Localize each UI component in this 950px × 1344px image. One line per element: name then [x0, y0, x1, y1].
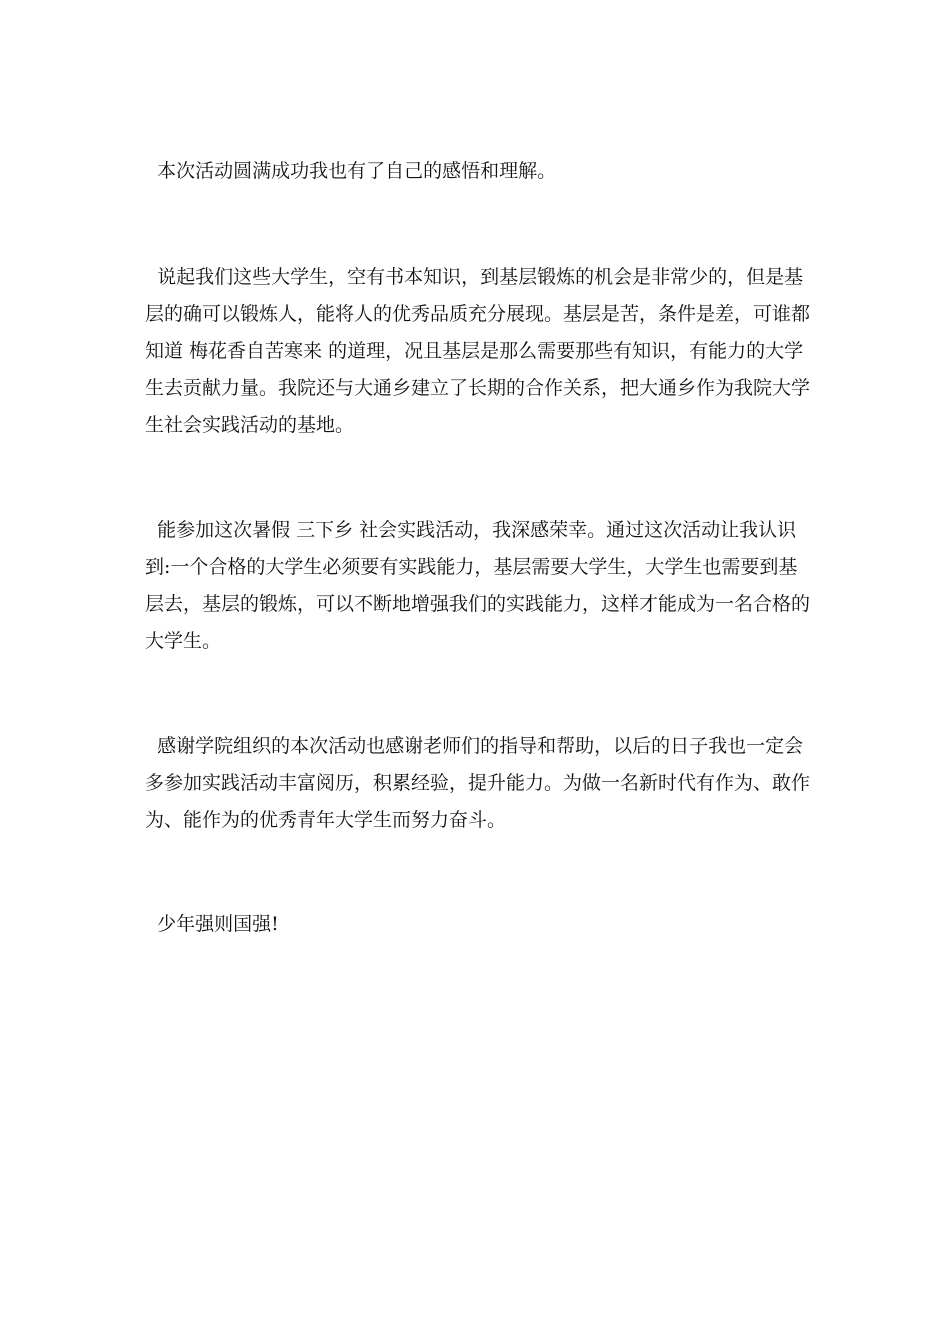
paragraph-practice-ability: 能参加这次暑假 三下乡 社会实践活动，我深感荣幸。通过这次活动让我认识到:一个合格的大学生必须要有实践能力，基层需要大学生，大学生也需要到基层去，基层的锻炼，可以不断地增强我们的实践能力，这样才能成为一名合格的大学生。	[145, 519, 811, 652]
paragraph-reflection-intro: 本次活动圆满成功我也有了自己的感悟和理解。	[145, 160, 557, 182]
paragraph-closing-slogan: 少年强则国强!	[145, 913, 279, 935]
paragraph-thanks: 感谢学院组织的本次活动也感谢老师们的指导和帮助，以后的日子我也一定会多参加实践活动丰富阅历，积累经验，提升能力。为做一名新时代有作为、敢作为、能作为的优秀青年大学生而努力奋斗。	[145, 735, 811, 831]
paragraph-grassroots-training: 说起我们这些大学生，空有书本知识，到基层锻炼的机会是非常少的，但是基层的确可以锻炼人，能将人的优秀品质充分展现。基层是苦，条件是差，可谁都知道 梅花香自苦寒来 的道理，况且基层是那么需要那些有知识，有能力的大学生去贡献力量。我院还与大通乡建立了长期的合作关系，把大通乡作为我院大学生社会实践活动的基地。	[145, 266, 811, 436]
